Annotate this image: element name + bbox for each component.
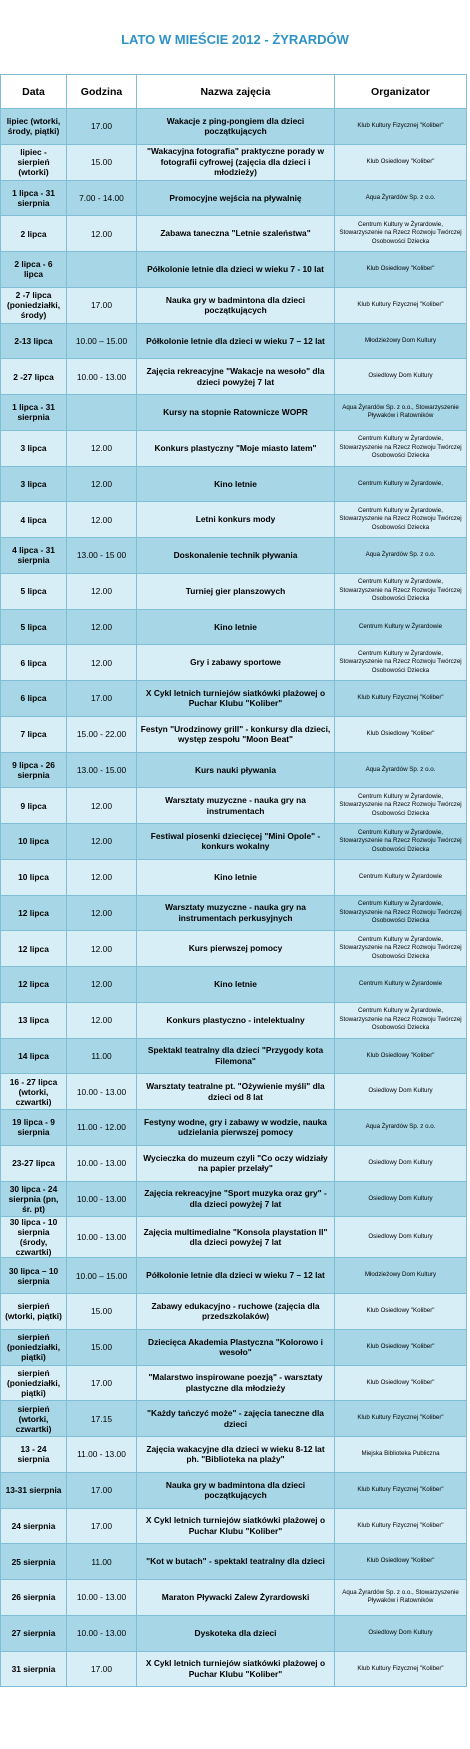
event-time: 10.00 - 13.00: [67, 1615, 137, 1651]
event-organizer: Aqua Żyrardów Sp. z o.o., Stowarzyszenie Pływaków i Ratowników: [335, 395, 467, 431]
event-date: 24 sierpnia: [1, 1508, 67, 1544]
table-row: [1, 216, 467, 252]
event-time: 13.00 - 15 00: [67, 538, 137, 574]
table-row: [1, 1437, 467, 1473]
table-row: [1, 1217, 467, 1258]
event-organizer: Młodzieżowy Dom Kultury: [335, 323, 467, 359]
event-organizer: Klub Osiedlowy "Koliber": [335, 252, 467, 288]
event-date: 4 lipca - 31 sierpnia: [1, 538, 67, 574]
event-date: 19 lipca - 9 sierpnia: [1, 1110, 67, 1146]
event-organizer: Aqua Żyrardów Sp. z o.o.: [335, 1110, 467, 1146]
page-title: LATO W MIEŚCIE 2012 - ŻYRARDÓW: [121, 32, 349, 47]
event-time: 12.00: [67, 216, 137, 252]
table-row: [1, 752, 467, 788]
table-row: [1, 788, 467, 824]
event-time: 10.00 - 13.00: [67, 1217, 137, 1258]
event-name: Zabawa taneczna "Letnie szaleństwa": [137, 216, 335, 252]
event-time: 12.00: [67, 967, 137, 1003]
event-name: Warsztaty teatralne pt. "Ożywienie myśli" dla dzieci od 8 lat: [137, 1074, 335, 1110]
table-row: [1, 1294, 467, 1330]
event-name: Zajęcia rekreacyjne "Sport muzyka oraz gry" - dla dzieci powyżej 7 lat: [137, 1181, 335, 1217]
event-name: X Cykl letnich turniejów siatkówki plażowej o Puchar Klubu "Koliber": [137, 1651, 335, 1687]
event-date: sierpień (poniedziałki, piątki): [1, 1329, 67, 1365]
event-time: 12.00: [67, 609, 137, 645]
event-time: 12.00: [67, 645, 137, 681]
event-time: 10.00 - 13.00: [67, 1145, 137, 1181]
event-name: Letni konkurs mody: [137, 502, 335, 538]
table-row: [1, 1258, 467, 1294]
table-row: [1, 967, 467, 1003]
event-time: 15.00: [67, 144, 137, 180]
event-name: Półkolonie letnie dla dzieci w wieku 7 - 10 lat: [137, 252, 335, 288]
event-organizer: Klub Kultury Fizycznej "Koliber": [335, 1401, 467, 1437]
table-row: [1, 681, 467, 717]
event-time: 12.00: [67, 895, 137, 931]
table-row: [1, 538, 467, 574]
event-name: Konkurs plastyczno - intelektualny: [137, 1002, 335, 1038]
table-row: [1, 1544, 467, 1580]
event-date: 2-13 lipca: [1, 323, 67, 359]
event-time: 10.00 – 15.00: [67, 1258, 137, 1294]
event-time: 17.00: [67, 1472, 137, 1508]
event-name: Zajęcia wakacyjne dla dzieci w wieku 8-12 lat ph. "Biblioteka na plaży": [137, 1437, 335, 1473]
event-date: 14 lipca: [1, 1038, 67, 1074]
table-row: [1, 502, 467, 538]
table-row: [1, 1002, 467, 1038]
event-time: 17.15: [67, 1401, 137, 1437]
table-row: [1, 1074, 467, 1110]
event-date: sierpień (poniedziałki, piątki): [1, 1365, 67, 1401]
event-time: 10.00 – 15.00: [67, 323, 137, 359]
event-name: Konkurs plastyczny "Moje miasto latem": [137, 430, 335, 466]
event-date: 30 lipca - 10 sierpnia (środy, czwartki): [1, 1217, 67, 1258]
event-time: 17.00: [67, 287, 137, 323]
event-organizer: Klub Osiedlowy "Koliber": [335, 1038, 467, 1074]
header-name: Nazwa zajęcia: [137, 75, 335, 109]
header-organizer: Organizator: [335, 75, 467, 109]
event-date: 31 sierpnia: [1, 1651, 67, 1687]
table-row: [1, 1615, 467, 1651]
event-time: 11.00: [67, 1544, 137, 1580]
table-row: [1, 1472, 467, 1508]
event-name: Maraton Pływacki Zalew Żyrardowski: [137, 1580, 335, 1616]
table-row: [1, 252, 467, 288]
event-time: 11.00 - 13.00: [67, 1437, 137, 1473]
event-organizer: Centrum Kultury w Żyrardowie, Stowarzyszenie na Rzecz Rozwoju Twórczej Osobowości Dziecka: [335, 645, 467, 681]
event-date: 2 -7 lipca (poniedziałki, środy): [1, 287, 67, 323]
event-date: 12 lipca: [1, 931, 67, 967]
event-time: 17.00: [67, 109, 137, 145]
event-date: 7 lipca: [1, 716, 67, 752]
event-date: 12 lipca: [1, 895, 67, 931]
table-row: [1, 1329, 467, 1365]
event-time: 12.00: [67, 573, 137, 609]
event-organizer: Centrum Kultury w Żyrardowie, Stowarzyszenie na Rzecz Rozwoju Twórczej Osobowości Dziecka: [335, 573, 467, 609]
event-time: 10.00 - 13.00: [67, 1181, 137, 1217]
table-row: [1, 1580, 467, 1616]
event-name: Półkolonie letnie dla dzieci w wieku 7 – 12 lat: [137, 323, 335, 359]
event-date: 30 lipca - 24 sierpnia (pn, śr. pt): [1, 1181, 67, 1217]
header-time: Godzina: [67, 75, 137, 109]
events-table: [0, 74, 467, 1687]
table-row: [1, 430, 467, 466]
event-date: 1 lipca - 31 sierpnia: [1, 395, 67, 431]
table-row: [1, 1651, 467, 1687]
event-date: 3 lipca: [1, 430, 67, 466]
table-row: [1, 609, 467, 645]
event-date: 9 lipca: [1, 788, 67, 824]
event-time: 12.00: [67, 788, 137, 824]
table-row: [1, 931, 467, 967]
event-name: Zajęcia multimedialne "Konsola playstation II" dla dzieci powyżej 7 lat: [137, 1217, 335, 1258]
table-row: [1, 1110, 467, 1146]
event-name: "Malarstwo inspirowane poezją" - warsztaty plastyczne dla młodzieży: [137, 1365, 335, 1401]
event-organizer: Centrum Kultury w Żyrardowie, Stowarzyszenie na Rzecz Rozwoju Twórczej Osobowości Dziecka: [335, 502, 467, 538]
event-time: [67, 395, 137, 431]
event-date: 2 lipca - 6 lipca: [1, 252, 67, 288]
event-date: 3 lipca: [1, 466, 67, 502]
event-organizer: Osiedlowy Dom Kultury: [335, 1615, 467, 1651]
event-organizer: Osiedlowy Dom Kultury: [335, 1181, 467, 1217]
table-row: [1, 466, 467, 502]
table-row: [1, 359, 467, 395]
event-date: 13 lipca: [1, 1002, 67, 1038]
event-date: 4 lipca: [1, 502, 67, 538]
event-time: 13.00 - 15.00: [67, 752, 137, 788]
table-row: [1, 573, 467, 609]
table-header-row: [1, 75, 467, 109]
event-name: X Cykl letnich turniejów siatkówki plażowej o Puchar Klubu "Koliber": [137, 1508, 335, 1544]
event-time: 12.00: [67, 824, 137, 860]
event-name: "Każdy tańczyć może" - zajęcia taneczne dla dzieci: [137, 1401, 335, 1437]
event-date: 13 - 24 sierpnia: [1, 1437, 67, 1473]
event-organizer: Klub Osiedlowy "Koliber": [335, 144, 467, 180]
event-name: Gry i zabawy sportowe: [137, 645, 335, 681]
event-time: 12.00: [67, 1002, 137, 1038]
event-date: 5 lipca: [1, 573, 67, 609]
event-name: Zajęcia rekreacyjne "Wakacje na wesoło" dla dzieci powyżej 7 lat: [137, 359, 335, 395]
event-organizer: Klub Kultury Fizycznej "Koliber": [335, 1651, 467, 1687]
event-name: Kurs nauki pływania: [137, 752, 335, 788]
event-name: Kino letnie: [137, 609, 335, 645]
event-date: 16 - 27 lipca (wtorki, czwartki): [1, 1074, 67, 1110]
event-name: Turniej gier planszowych: [137, 573, 335, 609]
event-time: 7.00 - 14.00: [67, 180, 137, 216]
event-name: Półkolonie letnie dla dzieci w wieku 7 – 12 lat: [137, 1258, 335, 1294]
event-organizer: Klub Osiedlowy "Koliber": [335, 716, 467, 752]
event-date: 23-27 lipca: [1, 1145, 67, 1181]
event-time: 17.00: [67, 1365, 137, 1401]
event-date: 12 lipca: [1, 967, 67, 1003]
event-time: 12.00: [67, 502, 137, 538]
event-time: 12.00: [67, 430, 137, 466]
event-organizer: Centrum Kultury w Żyrardowie, Stowarzyszenie na Rzecz Rozwoju Twórczej Osobowości Dziecka: [335, 931, 467, 967]
event-date: 5 lipca: [1, 609, 67, 645]
event-organizer: Aqua Żyrardów Sp. z o.o.: [335, 538, 467, 574]
event-organizer: Centrum Kultury w Żyrardowie, Stowarzyszenie na Rzecz Rozwoju Twórczej Osobowości Dziecka: [335, 216, 467, 252]
event-time: 12.00: [67, 859, 137, 895]
event-name: Kurs pierwszej pomocy: [137, 931, 335, 967]
event-date: 27 sierpnia: [1, 1615, 67, 1651]
event-organizer: Centrum Kultury w Żyrardowie, Stowarzyszenie na Rzecz Rozwoju Twórczej Osobowości Dziecka: [335, 824, 467, 860]
event-date: 9 lipca - 26 sierpnia: [1, 752, 67, 788]
event-date: 1 lipca - 31 sierpnia: [1, 180, 67, 216]
table-row: [1, 1365, 467, 1401]
event-date: 13-31 sierpnia: [1, 1472, 67, 1508]
event-organizer: Klub Kultury Fizycznej "Koliber": [335, 287, 467, 323]
event-name: Kursy na stopnie Ratownicze WOPR: [137, 395, 335, 431]
event-time: 12.00: [67, 466, 137, 502]
event-name: Festyn "Urodzinowy grill" - konkursy dla dzieci, występ zespołu "Moon Beat": [137, 716, 335, 752]
table-row: [1, 144, 467, 180]
event-name: Dziecięca Akademia Plastyczna "Kolorowo i wesoło": [137, 1329, 335, 1365]
event-name: "Wakacyjna fotografia" praktyczne porady w fotografii cyfrowej (zajęcia dla dzieci i młodzieży): [137, 144, 335, 180]
event-time: 12.00: [67, 931, 137, 967]
event-organizer: Centrum Kultury w Żyrardowie: [335, 859, 467, 895]
event-organizer: Klub Kultury Fizycznej "Koliber": [335, 681, 467, 717]
header-date: Data: [1, 75, 67, 109]
event-date: 2 -27 lipca: [1, 359, 67, 395]
event-name: Spektakl teatralny dla dzieci "Przygody kota Filemona": [137, 1038, 335, 1074]
event-time: 17.00: [67, 681, 137, 717]
event-organizer: Klub Kultury Fizycznej "Koliber": [335, 1472, 467, 1508]
event-organizer: Klub Osiedlowy "Koliber": [335, 1365, 467, 1401]
event-time: 15.00: [67, 1294, 137, 1330]
event-date: lipiec - sierpień (wtorki): [1, 144, 67, 180]
event-name: Festiwal piosenki dziecięcej "Mini Opole" - konkurs wokalny: [137, 824, 335, 860]
event-date: 25 sierpnia: [1, 1544, 67, 1580]
event-organizer: Klub Kultury Fizycznej "Koliber": [335, 1508, 467, 1544]
table-row: [1, 824, 467, 860]
event-name: Warsztaty muzyczne - nauka gry na instrumentach: [137, 788, 335, 824]
event-organizer: Osiedlowy Dom Kultury: [335, 1074, 467, 1110]
event-organizer: Centrum Kultury w Żyrardowie, Stowarzyszenie na Rzecz Rozwoju Twórczej Osobowości Dziecka: [335, 1002, 467, 1038]
event-name: Kino letnie: [137, 967, 335, 1003]
event-organizer: Klub Osiedlowy "Koliber": [335, 1294, 467, 1330]
table-row: [1, 1181, 467, 1217]
event-organizer: Klub Kultury Fizycznej "Koliber": [335, 109, 467, 145]
event-name: Nauka gry w badmintona dla dzieci początkujących: [137, 1472, 335, 1508]
event-date: 6 lipca: [1, 645, 67, 681]
event-organizer: Osiedlowy Dom Kultury: [335, 359, 467, 395]
event-name: Zabawy edukacyjno - ruchowe (zajęcia dla przedszkolaków): [137, 1294, 335, 1330]
event-name: Doskonalenie technik pływania: [137, 538, 335, 574]
event-date: lipiec (wtorki, środy, piątki): [1, 109, 67, 145]
event-name: Dyskoteka dla dzieci: [137, 1615, 335, 1651]
event-date: 10 lipca: [1, 859, 67, 895]
table-row: [1, 180, 467, 216]
event-date: 6 lipca: [1, 681, 67, 717]
event-organizer: Aqua Żyrardów Sp. z o.o.: [335, 180, 467, 216]
table-row: [1, 395, 467, 431]
event-date: 2 lipca: [1, 216, 67, 252]
event-date: 10 lipca: [1, 824, 67, 860]
table-row: [1, 716, 467, 752]
table-row: [1, 1508, 467, 1544]
event-organizer: Klub Osiedlowy "Koliber": [335, 1329, 467, 1365]
event-organizer: Centrum Kultury w Żyrardowie: [335, 609, 467, 645]
event-name: X Cykl letnich turniejów siatkówki plażowej o Puchar Klubu "Koliber": [137, 681, 335, 717]
event-organizer: Młodzieżowy Dom Kultury: [335, 1258, 467, 1294]
table-row: [1, 323, 467, 359]
event-date: sierpień (wtorki, piątki): [1, 1294, 67, 1330]
event-organizer: Klub Osiedlowy "Koliber": [335, 1544, 467, 1580]
event-organizer: Osiedlowy Dom Kultury: [335, 1145, 467, 1181]
event-organizer: Aqua Żyrardów Sp. z o.o.: [335, 752, 467, 788]
event-name: Warsztaty muzyczne - nauka gry na instrumentach perkusyjnych: [137, 895, 335, 931]
event-name: Wycieczka do muzeum czyli "Co oczy widziały na papier przelały": [137, 1145, 335, 1181]
event-time: 15.00: [67, 1329, 137, 1365]
event-time: 10.00 - 13.00: [67, 1580, 137, 1616]
event-organizer: Centrum Kultury w Żyrardowie, Stowarzyszenie na Rzecz Rozwoju Twórczej Osobowości Dziecka: [335, 788, 467, 824]
event-organizer: Miejska Biblioteka Publiczna: [335, 1437, 467, 1473]
table-row: [1, 109, 467, 145]
event-organizer: Centrum Kultury w Żyrardowie: [335, 967, 467, 1003]
event-organizer: Osiedlowy Dom Kultury: [335, 1217, 467, 1258]
event-name: Nauka gry w badmintona dla dzieci początkujących: [137, 287, 335, 323]
table-row: [1, 645, 467, 681]
event-time: [67, 252, 137, 288]
event-date: sierpień (wtorki, czwartki): [1, 1401, 67, 1437]
event-organizer: Centrum Kultury w Żyrardowie, Stowarzyszenie na Rzecz Rozwoju Twórczej Osobowości Dziecka: [335, 430, 467, 466]
event-name: Promocyjne wejścia na pływalnię: [137, 180, 335, 216]
table-row: [1, 287, 467, 323]
event-name: Festyny wodne, gry i zabawy w wodzie, nauka udzielania pierwszej pomocy: [137, 1110, 335, 1146]
event-date: 30 lipca – 10 sierpnia: [1, 1258, 67, 1294]
event-time: 10.00 - 13.00: [67, 359, 137, 395]
event-name: "Kot w butach" - spektakl teatralny dla dzieci: [137, 1544, 335, 1580]
event-time: 17.00: [67, 1651, 137, 1687]
event-name: Kino letnie: [137, 859, 335, 895]
table-row: [1, 1038, 467, 1074]
event-name: Kino letnie: [137, 466, 335, 502]
table-body: [1, 109, 467, 1687]
event-date: 26 sierpnia: [1, 1580, 67, 1616]
table-row: [1, 895, 467, 931]
event-name: Wakacje z ping-pongiem dla dzieci początkujących: [137, 109, 335, 145]
event-time: 17.00: [67, 1508, 137, 1544]
table-row: [1, 1145, 467, 1181]
event-time: 11.00: [67, 1038, 137, 1074]
event-organizer: Centrum Kultury w Żyrardowie, Stowarzyszenie na Rzecz Rozwoju Twórczej Osobowości Dziecka: [335, 895, 467, 931]
event-time: 15.00 - 22.00: [67, 716, 137, 752]
event-organizer: Centrum Kultury w Żyrardowie,: [335, 466, 467, 502]
event-time: 11.00 - 12.00: [67, 1110, 137, 1146]
event-organizer: Aqua Żyrardów Sp. z o.o., Stowarzyszenie Pływaków i Ratowników: [335, 1580, 467, 1616]
table-row: [1, 1401, 467, 1437]
event-time: 10.00 - 13.00: [67, 1074, 137, 1110]
table-row: [1, 859, 467, 895]
